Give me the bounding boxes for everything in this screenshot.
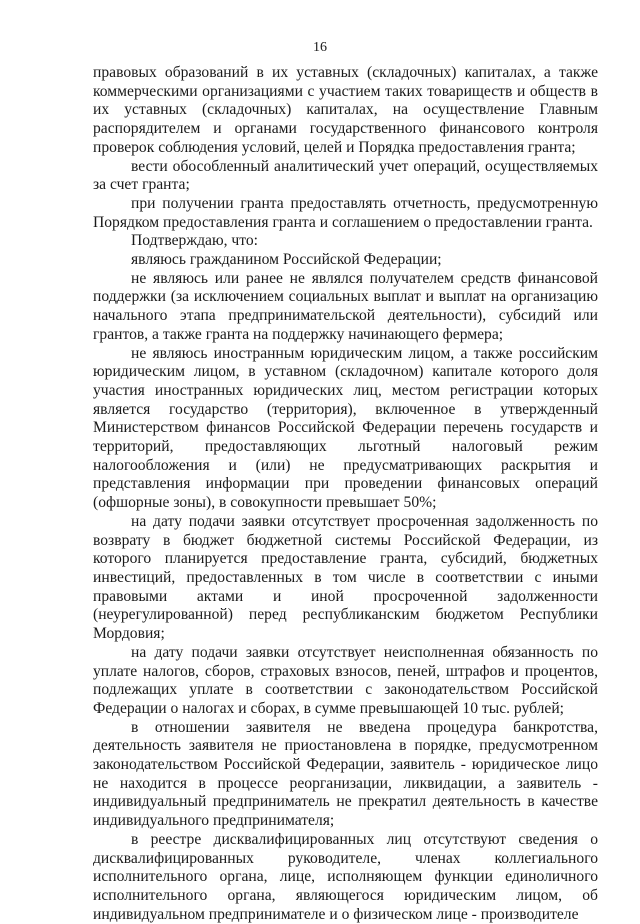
paragraph-9: на дату подачи заявки отсутствует неисполненная обязанность по уплате налогов, сборов, страховых взносов, пеней, штрафов и процентов, подлежащих уплате в соответствии с законодательством Российской Федерации о налогах и сборах, в сумме превышающей 10 тыс. рублей;	[93, 643, 598, 717]
paragraph-4: Подтверждаю, что:	[131, 232, 259, 250]
paragraph-6: не являюсь или ранее не являлся получателем средств финансовой поддержки (за исключением социальных выплат и выплат на организацию начального этапа предпринимательской деятельности), субсидий или грантов, а также гранта на поддержку начинающего фермера;	[93, 269, 598, 343]
document-body	[93, 64, 598, 924]
paragraph-5: являюсь гражданином Российской Федерации;	[131, 251, 442, 269]
paragraph-7: не являюсь иностранным юридическим лицом, а также российским юридическим лицом, в уставном (складочном) капитале которого доля участия иностранных юридических лиц, местом регистрации которых является государство (территория), включенное в утвержденный Министерством финансов Российской Федерации перечень государств и территорий, предоставляющих льготный налоговый режим налогообложения и (или) не предусматривающих раскрытия и представления информации при проведении финансовых операций (офшорные зоны), в совокупности превышает 50%;	[93, 344, 598, 512]
paragraph-2: вести обособленный аналитический учет операций, осуществляемых за счет гранта;	[93, 157, 598, 194]
paragraph-1: правовых образований в их уставных (складочных) капиталах, а также коммерческими организациями с участием таких товариществ и обществ в их уставных (складочных) капиталах, на осуществление Главным распорядителем и органами государственного финансового контроля проверок соблюдения условий, целей и Порядка предоставления гранта;	[93, 64, 598, 156]
paragraph-3: при получении гранта предоставлять отчетность, предусмотренную Порядком предоставления гранта и соглашением о предоставлении гранта.	[93, 194, 598, 231]
paragraph-8: на дату подачи заявки отсутствует просроченная задолженность по возврату в бюджет бюджетной системы Российской Федерации, из которого планируется предоставление гранта, субсидий, бюджетных инвестиций, предоставленных в том числе в соответствии с иными правовыми актами и иной просроченной задолженности (неурегулированной) перед республиканским бюджетом Республики Мордовия;	[93, 512, 598, 643]
paragraph-11: в реестре дисквалифицированных лиц отсутствуют сведения о дисквалифицированных руководителе, членах коллегиального исполнительного органа, лице, исполняющем функции единоличного исполнительного органа, являющегося юридическим лицом, об индивидуальном предпринимателе и о физическом лице - производителе	[93, 830, 598, 923]
paragraph-10: в отношении заявителя не введена процедура банкротства, деятельность заявителя не приостановлена в порядке, предусмотренном законодательством Российской Федерации, заявитель - юридическое лицо не находится в процессе реорганизации, ликвидации, а заявитель - индивидуальный предприниматель не прекратил деятельность в качестве индивидуального предпринимателя;	[93, 718, 598, 830]
page-number: 16	[313, 40, 327, 55]
